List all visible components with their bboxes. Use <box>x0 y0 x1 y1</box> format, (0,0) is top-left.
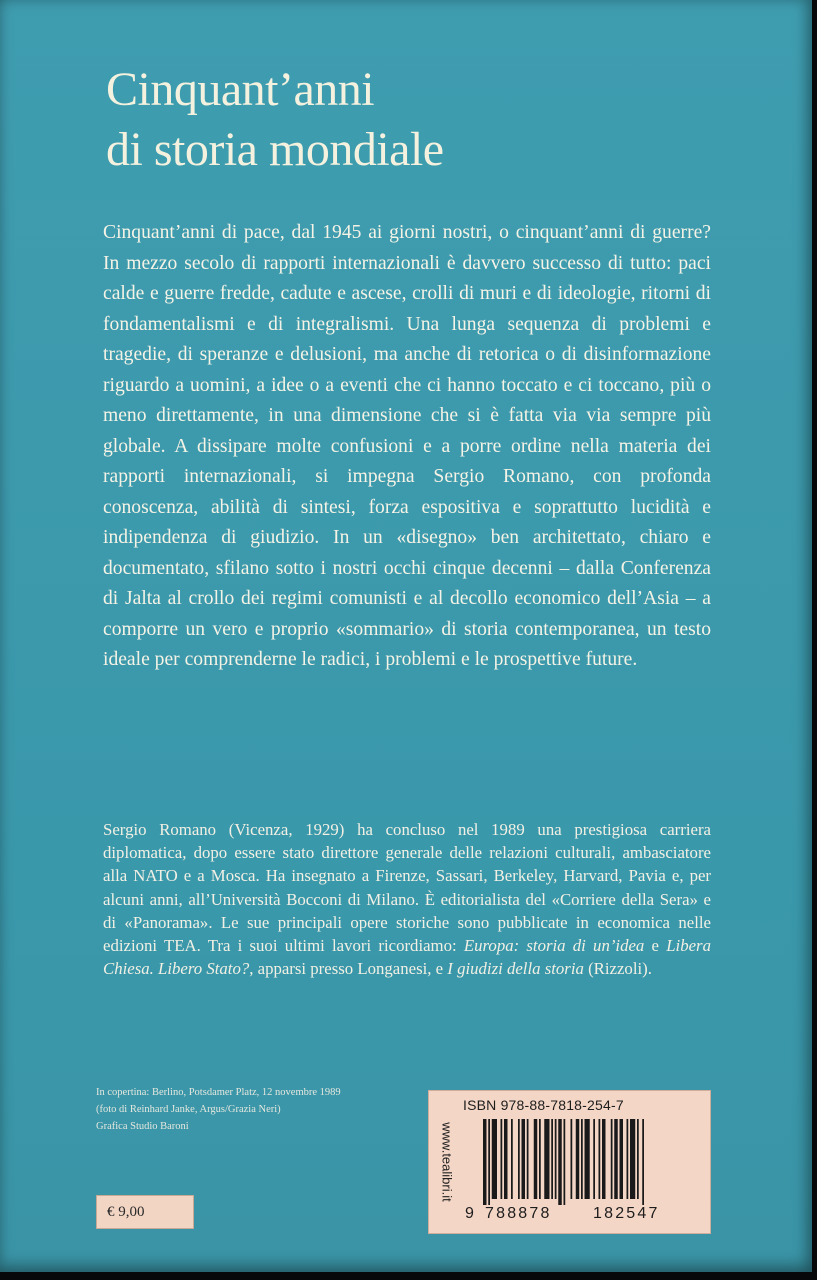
isbn-barcode-label <box>428 1090 711 1234</box>
barcode-bar <box>637 1119 639 1199</box>
barcode-bar <box>630 1119 635 1199</box>
book-title-line1: Cinquant’anni <box>106 63 375 116</box>
barcode-bar <box>511 1119 513 1199</box>
credit-photographer: (foto di Reinhard Janke, Argus/Grazia Neri) <box>96 1104 281 1115</box>
barcode-bar <box>627 1119 629 1199</box>
book-title <box>106 60 444 180</box>
publisher-website <box>435 1095 459 1229</box>
book-reference-libera-chiesa: Libera Chiesa. Libero Stato? <box>103 936 711 979</box>
book-reference-europa: Europa: storia di un’idea <box>463 936 645 956</box>
credit-design: Grafica Studio Baroni <box>96 1121 189 1132</box>
cover-credits <box>96 1084 341 1135</box>
publisher-website-text: www.tealibri.it <box>439 1122 455 1202</box>
barcode-image <box>481 1119 703 1205</box>
barcode-bar <box>558 1119 562 1205</box>
barcode-bar <box>602 1119 606 1199</box>
book-edge-shadow-bottom <box>0 1272 817 1280</box>
price-label: € 9,00 <box>96 1195 194 1229</box>
barcode-bar <box>518 1119 520 1199</box>
barcode-bar <box>539 1119 541 1199</box>
barcode-lead-digit: 9 <box>465 1205 474 1222</box>
barcode-bar <box>620 1119 624 1199</box>
barcode-bar <box>642 1119 644 1205</box>
author-bio-text-2: , apparsi presso Longanesi, e <box>249 959 448 979</box>
barcode-bar <box>611 1119 613 1199</box>
barcode-bar <box>483 1119 487 1205</box>
author-bio-text-3: (Rizzoli). <box>583 959 652 979</box>
blurb-text: Cinquant’anni di pace, dal 1945 ai giorni nostri, o cinquant’anni di guerre? In mezzo secolo di rapporti internazionali è davvero successo di tutto: paci calde e guerre fredde, cadute e ascese, crolli di muri e di ideologie, ritorni di fondamentalismi e di integralismi. Una lunga sequenza di problemi e tragedie, di speranze e delusioni, ma anche di retorica o di disinformazione riguardo a uomini, a idee o a eventi che ci hanno toccato e ci toccano, più o meno direttamente, in una dimensione che si è fatta via via sempre più globale. A dissipare molte confusioni e a porre ordine nella materia dei rapporti internazionali, si impegna Sergio Romano, con profonda conoscenza, abilità di sintesi, forza espositiva e soprattutto lucidità e indipendenza di giudizio. In un «disegno» ben architettato, chiaro e documentato, sfilano sotto i nostri occhi cinque decenni – dalla Conferenza di Jalta al crollo dei regimi comunisti e al decollo economico dell’Asia – a comporre un vero e proprio «sommario» di storia contemporanea, un testo ideale per comprenderne le radici, i problemi e le prospettive future. <box>103 222 711 670</box>
book-reference-giudizi: I giudizi della storia <box>447 959 584 979</box>
barcode-bar <box>571 1119 573 1199</box>
author-bio-text-1: Sergio Romano (Vicenza, 1929) ha concluso nel 1989 una prestigiosa carriera diplomatica, dopo essere stato direttore generale delle relazioni culturali, ambasciatore alla NATO e a Mosca. Ha insegnato a Firenze, Sassari, Berkeley, Harvard, Pavia e, per alcuni anni, all’Università Bocconi di Milano. È editorialista del «Corriere della Sera» e di «Panorama». Le sue principali opere storiche sono pubblicate in economica nelle edizioni TEA. Tra i suoi ultimi lavori ricordiamo: <box>103 820 711 956</box>
barcode-bar <box>551 1119 553 1199</box>
barcode-bar <box>593 1119 595 1199</box>
book-edge-shadow-right <box>812 0 817 1280</box>
barcode-bar <box>534 1119 538 1199</box>
barcode-bar <box>555 1119 557 1199</box>
barcode-bar <box>614 1119 618 1199</box>
author-bio-conjunction: e <box>644 936 667 956</box>
author-bio <box>103 818 711 980</box>
barcode-bar <box>564 1119 566 1205</box>
book-title-line2: di storia mondiale <box>106 123 444 176</box>
isbn-text: ISBN 978-88-7818-254-7 <box>463 1097 624 1113</box>
barcode-digits-right: 182547 <box>593 1205 660 1222</box>
barcode-bar <box>492 1119 497 1199</box>
barcode-bar <box>488 1119 490 1205</box>
barcode-bar <box>527 1119 529 1199</box>
credit-cover-photo: In copertina: Berlino, Potsdamer Platz, 12 novembre 1989 <box>96 1087 341 1098</box>
barcode-bar <box>544 1119 549 1199</box>
barcode-bar <box>522 1119 526 1199</box>
barcode-bar <box>581 1119 583 1199</box>
barcode-bar <box>585 1119 590 1199</box>
barcode-bar <box>599 1119 601 1199</box>
barcode-bar <box>501 1119 503 1199</box>
barcode-bar <box>504 1119 508 1199</box>
barcode-bar <box>576 1119 580 1199</box>
barcode-digits-left: 788878 <box>485 1205 552 1222</box>
